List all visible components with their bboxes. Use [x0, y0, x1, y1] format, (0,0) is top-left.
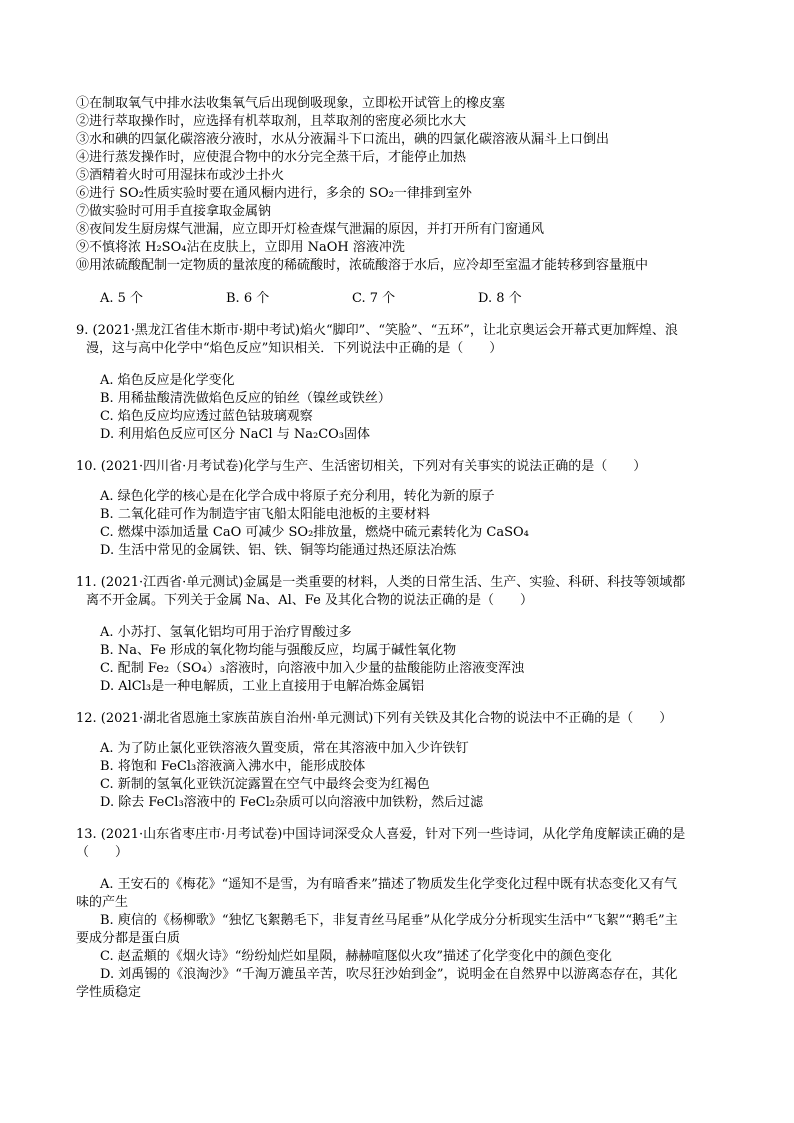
q11-option-b: B. Na、Fe 形成的氧化物均能与强酸反应，均属于碱性氧化物	[100, 643, 457, 658]
q9-option-c: C. 焰色反应均应透过蓝色钴玻璃观察	[100, 409, 313, 424]
q12-option-c: C. 新制的氢氧化亚铁沉淀露置在空气中最终会变为红褐色	[100, 777, 430, 792]
statement-6: ⑥进行 SO₂性质实验时要在通风橱内进行，多余的 SO₂一律排到室外	[76, 186, 472, 201]
statement-3: ③水和碘的四氯化碳溶液分液时，水从分液漏斗下口流出，碘的四氯化碳溶液从漏斗上口倒出	[76, 132, 610, 147]
statement-7: ⑦做实验时可用手直接拿取金属钠	[76, 204, 272, 219]
q8-option-b: B. 6 个	[226, 291, 270, 306]
q10-option-b: B. 二氧化硅可作为制造宇宙飞船太阳能电池板的主要材料	[100, 507, 430, 522]
q13-option-a-line-2: 味的产生	[76, 895, 129, 910]
q11-option-c: C. 配制 Fe₂（SO₄）₃溶液时，向溶液中加入少量的盐酸能防止溶液变浑浊	[100, 661, 525, 676]
statement-5: ⑤酒精着火时可用湿抹布或沙土扑火	[76, 168, 285, 183]
q8-option-a: A. 5 个	[100, 291, 144, 306]
q8-option-d: D. 8 个	[478, 291, 522, 306]
q9-option-d: D. 利用焰色反应可区分 NaCl 与 Na₂CO₃固体	[100, 427, 371, 442]
q12-option-d: D. 除去 FeCl₃溶液中的 FeCl₂杂质可以向溶液中加铁粉，然后过滤	[100, 795, 484, 810]
statement-9: ⑨不慎将浓 H₂SO₄沾在皮肤上，立即用 NaOH 溶液冲洗	[76, 240, 405, 255]
q13-option-c: C. 赵孟頫的《烟火诗》“纷纷灿烂如星陨，赫赫喧豗似火攻”描述了化学变化中的颜色变化	[100, 949, 613, 964]
q12-option-b: B. 将饱和 FeCl₃溶液滴入沸水中，能形成胶体	[100, 759, 366, 774]
q11-stem-line-1: 11. (2021·江西省·单元测试)金属是一类重要的材料，人类的日常生活、生产、实验、科研、科技等领域都	[76, 575, 686, 590]
statement-1: ①在制取氧气中排水法收集氧气后出现倒吸现象，立即松开试管上的橡皮塞	[76, 96, 506, 111]
statement-2: ②进行萃取操作时，应选择有机萃取剂，且萃取剂的密度必须比水大	[76, 114, 467, 129]
q9-stem-line-1: 9. (2021·黑龙江省佳木斯市·期中考试)焰火“脚印”、“笑脸”、“五环”，让北京奥运会开幕式更加辉煌、浪	[76, 323, 678, 338]
q9-option-a: A. 焰色反应是化学变化	[100, 373, 235, 388]
q13-option-d-line-1: D. 刘禹锡的《浪淘沙》“千淘万漉虽辛苦，吹尽狂沙始到金”，说明金在自然界中以游离态存在，其化	[100, 967, 678, 982]
statement-8: ⑧夜间发生厨房煤气泄漏，应立即开灯检查煤气泄漏的原因，并打开所有门窗通风	[76, 222, 545, 237]
q11-stem-line-2: 离不开金属。下列关于金属 Na、Al、Fe 及其化合物的说法正确的是（ ）	[86, 593, 533, 608]
q13-stem-line-1: 13. (2021·山东省枣庄市·月考试卷)中国诗词深受众人喜爱，针对下列一些诗词，从化学角度解读正确的是	[76, 827, 686, 842]
q10-option-a: A. 绿色化学的核心是在化学合成中将原子充分利用，转化为新的原子	[100, 489, 495, 504]
q13-option-b-line-1: B. 庾信的《杨柳歌》“独忆飞絮鹅毛下，非复青丝马尾垂”从化学成分分析现实生活中“飞絮”“鹅毛”主	[100, 913, 678, 928]
q10-option-d: D. 生活中常见的金属铁、铝、铁、铜等均能通过热还原法冶炼	[100, 543, 457, 558]
q13-option-a-line-1: A. 王安石的《梅花》“遥知不是雪，为有暗香来”描述了物质发生化学变化过程中既有状态变化又有气	[100, 877, 677, 892]
q9-option-b: B. 用稀盐酸清洗做焰色反应的铂丝（镍丝或铁丝）	[100, 391, 391, 406]
statement-4: ④进行蒸发操作时，应使混合物中的水分完全蒸干后，才能停止加热	[76, 150, 467, 165]
q11-option-d: D. AlCl₃是一种电解质，工业上直接用于电解冶炼金属铝	[100, 679, 425, 694]
q11-option-a: A. 小苏打、氢氧化铝均可用于治疗胃酸过多	[100, 625, 352, 640]
q13-option-d-line-2: 学性质稳定	[76, 985, 142, 1000]
q13-stem-line-2: （ ）	[76, 845, 129, 860]
statement-10: ⑩用浓硫酸配制一定物质的量浓度的稀硫酸时，浓硫酸溶于水后，应冷却至室温才能转移到容量瓶中	[76, 258, 649, 273]
q12-option-a: A. 为了防止氯化亚铁溶液久置变质，常在其溶液中加入少许铁钉	[100, 741, 469, 756]
q8-option-c: C. 7 个	[352, 291, 396, 306]
q13-option-b-line-2: 要成分都是蛋白质	[76, 931, 181, 946]
q12-stem: 12. (2021·湖北省恩施土家族苗族自治州·单元测试)下列有关铁及其化合物的说法中不正确的是（ ）	[76, 711, 673, 726]
q9-stem-line-2: 漫，这与高中化学中“焰色反应”知识相关．下列说法中正确的是（ ）	[86, 341, 503, 356]
q10-stem: 10. (2021·四川省·月考试卷)化学与生产、生活密切相关，下列对有关事实的说法正确的是（ ）	[76, 459, 647, 474]
q10-option-c: C. 燃煤中添加适量 CaO 可减少 SO₂排放量，燃烧中硫元素转化为 CaSO₄	[100, 525, 529, 540]
